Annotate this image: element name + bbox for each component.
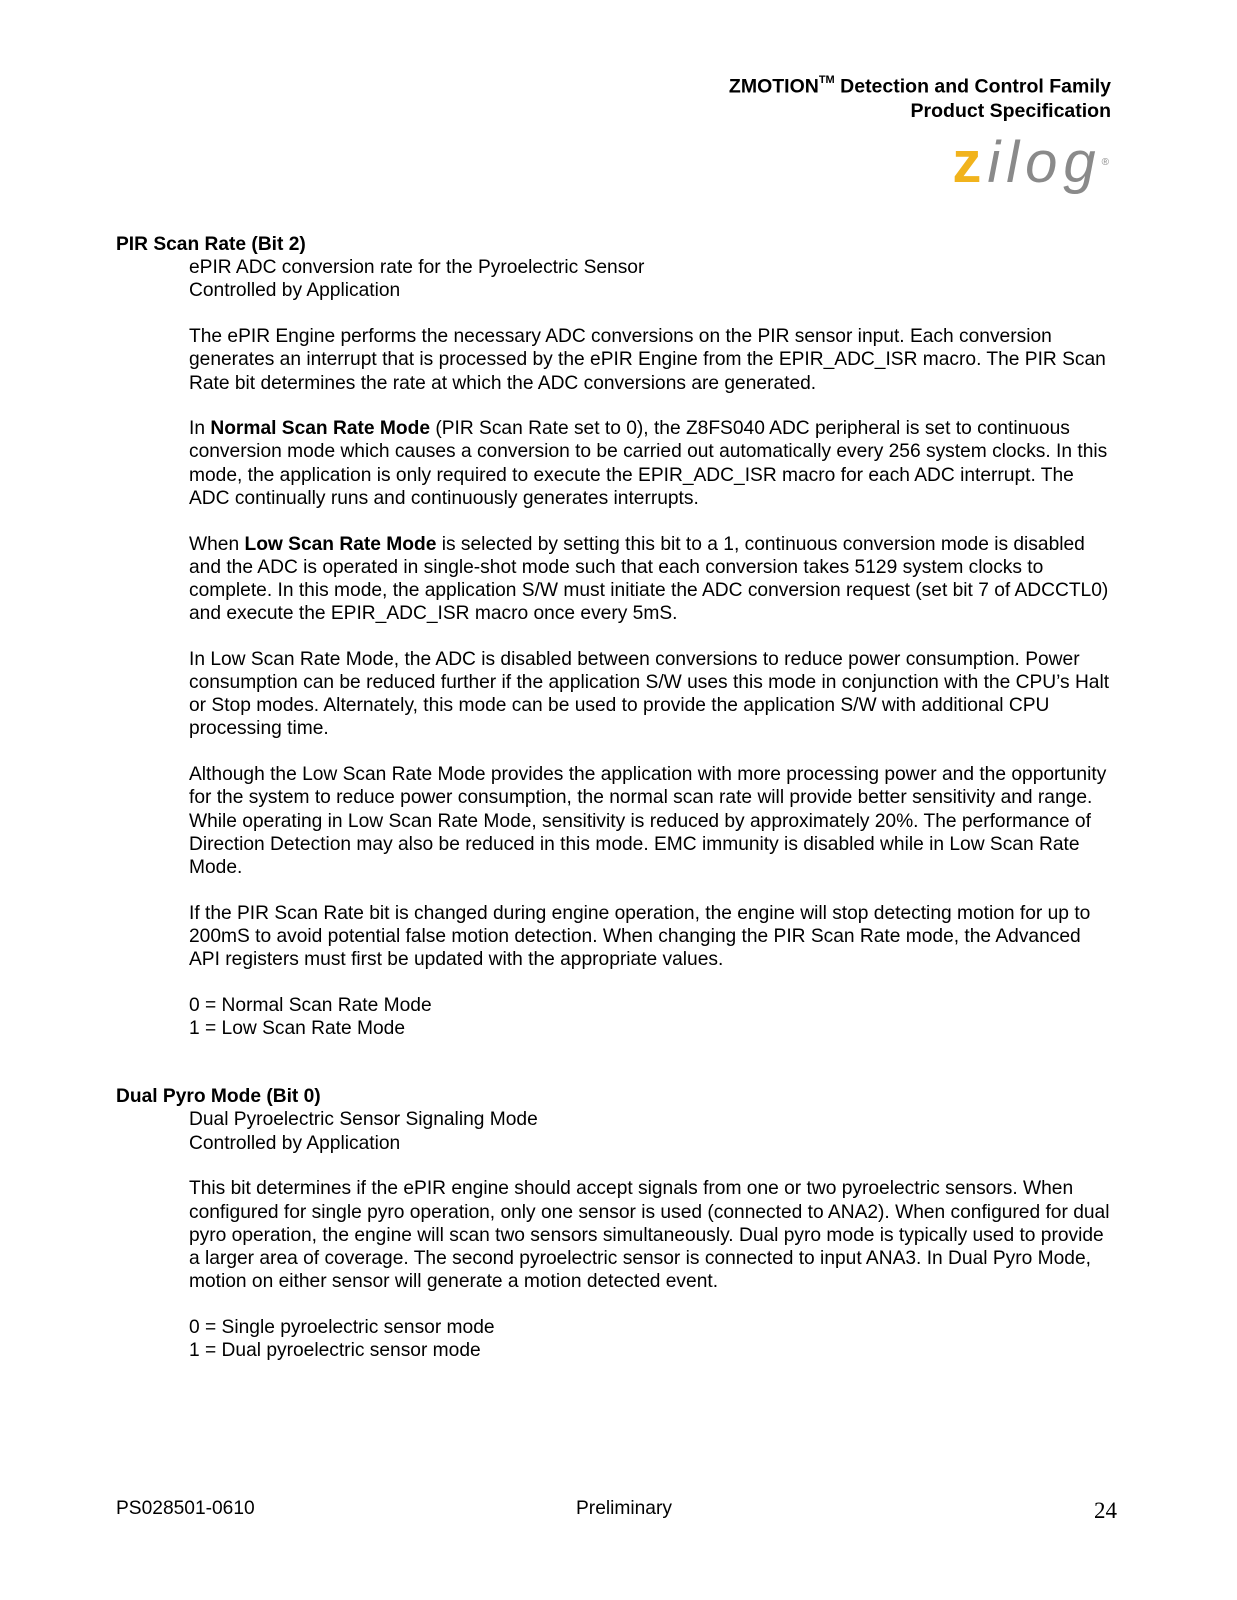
document-id: PS028501-0610: [116, 1498, 255, 1519]
pir-p3-rest: is selected by setting this bit to a 1, continuous conversion mode is disabled and the ADC is operated in single-shot mode such that each conversion takes 5129 system clocks to complete. In this mode, the application S/W must initiate the ADC conversion request (set bit 7 of ADCCTL0) and execute the EPIR_ADC_ISR macro once every 5mS.: [189, 533, 1109, 625]
document-status: Preliminary: [576, 1498, 672, 1519]
zilog-logo: [952, 128, 1109, 198]
section-body-dual-pyro-mode: [189, 1108, 1114, 1362]
section-title-dual-pyro-mode: Dual Pyro Mode (Bit 0): [116, 1086, 321, 1108]
pir-paragraph-1: The ePIR Engine performs the necessary ADC conversions on the PIR sensor input. Each conversion generates an interrupt that is processed by the ePIR Engine from the EPIR_ADC_ISR macro. The PIR Scan Rate bit determines the rate at which the ADC conversions are generated.: [189, 326, 1106, 394]
low-scan-rate-mode-term: Low Scan Rate Mode: [244, 533, 437, 555]
dual-option-0: 0 = Single pyroelectric sensor mode: [189, 1316, 495, 1338]
pir-option-0: 0 = Normal Scan Rate Mode: [189, 994, 432, 1016]
dual-control: Controlled by Application: [189, 1132, 401, 1154]
page-number: 24: [1094, 1498, 1117, 1523]
main-content: [116, 233, 1116, 1362]
header-subtitle: Product Specification: [910, 99, 1111, 122]
logo-registered-mark: ®: [1101, 157, 1109, 168]
normal-scan-rate-mode-term: Normal Scan Rate Mode: [210, 418, 430, 440]
pir-control: Controlled by Application: [189, 280, 401, 302]
pir-paragraph-3: [189, 533, 1114, 626]
section-title-pir-scan-rate: PIR Scan Rate (Bit 2): [116, 234, 306, 255]
pir-description: ePIR ADC conversion rate for the Pyroelectric Sensor: [189, 257, 645, 279]
header-title: [729, 70, 1111, 99]
pir-option-1: 1 = Low Scan Rate Mode: [189, 1017, 405, 1039]
pir-p2-lead: In: [189, 418, 211, 440]
trademark-mark: TM: [818, 74, 835, 86]
brand-name: ZMOTION: [728, 75, 819, 98]
pir-p3-lead: When: [189, 533, 245, 555]
dual-option-1: 1 = Dual pyroelectric sensor mode: [189, 1340, 481, 1362]
header-title-rest: Detection and Control Family: [834, 75, 1111, 98]
pir-paragraph-5: Although the Low Scan Rate Mode provides the application with more processing power and the opportunity for the system to reduce power consumption, the normal scan rate will provide better sensitivity and range. While operating in Low Scan Rate Mode, sensitivity is reduced by approximately 20%. The performance of Direction Detection may also be reduced in this mode. EMC immunity is disabled while in Low Scan Rate Mode.: [189, 764, 1107, 878]
pir-p2-rest: (PIR Scan Rate set to 0), the Z8FS040 ADC peripheral is set to continuous conversion mode which causes a conversion to be carried out automatically every 256 system clocks. In this mode, the application is only required to execute the EPIR_ADC_ISR macro for each ADC interrupt. The ADC continually runs and continuously generates interrupts.: [189, 418, 1108, 509]
section-body-pir-scan-rate: [189, 256, 1114, 1040]
dual-description: Dual Pyroelectric Sensor Signaling Mode: [189, 1109, 538, 1131]
logo-z: z: [952, 130, 988, 195]
pir-paragraph-4: In Low Scan Rate Mode, the ADC is disabled between conversions to reduce power consumption. Power consumption can be reduced further if the application S/W uses this mode in conjunction with the CPU’s Halt or Stop modes. Alternately, this mode can be used to provide the application S/W with additional CPU processing time.: [189, 648, 1110, 740]
dual-paragraph-1: This bit determines if the ePIR engine should accept signals from one or two pyroelectric sensors. When configured for single pyro operation, only one sensor is used (connected to ANA2). When configured for dual pyro operation, the engine will scan two sensors simultaneously. Dual pyro mode is typically used to provide a larger area of coverage. The second pyroelectric sensor is connected to input ANA3. In Dual Pyro Mode, motion on either sensor will generate a motion detected event.: [189, 1178, 1110, 1293]
document-header: [729, 70, 1111, 123]
pir-paragraph-6: If the PIR Scan Rate bit is changed during engine operation, the engine will stop detecting motion for up to 200mS to avoid potential false motion detection. When changing the PIR Scan Rate mode, the Advanced API registers must first be updated with the appropriate values.: [189, 902, 1091, 971]
logo-rest: ilog: [987, 130, 1102, 195]
pir-paragraph-2: [189, 417, 1114, 510]
